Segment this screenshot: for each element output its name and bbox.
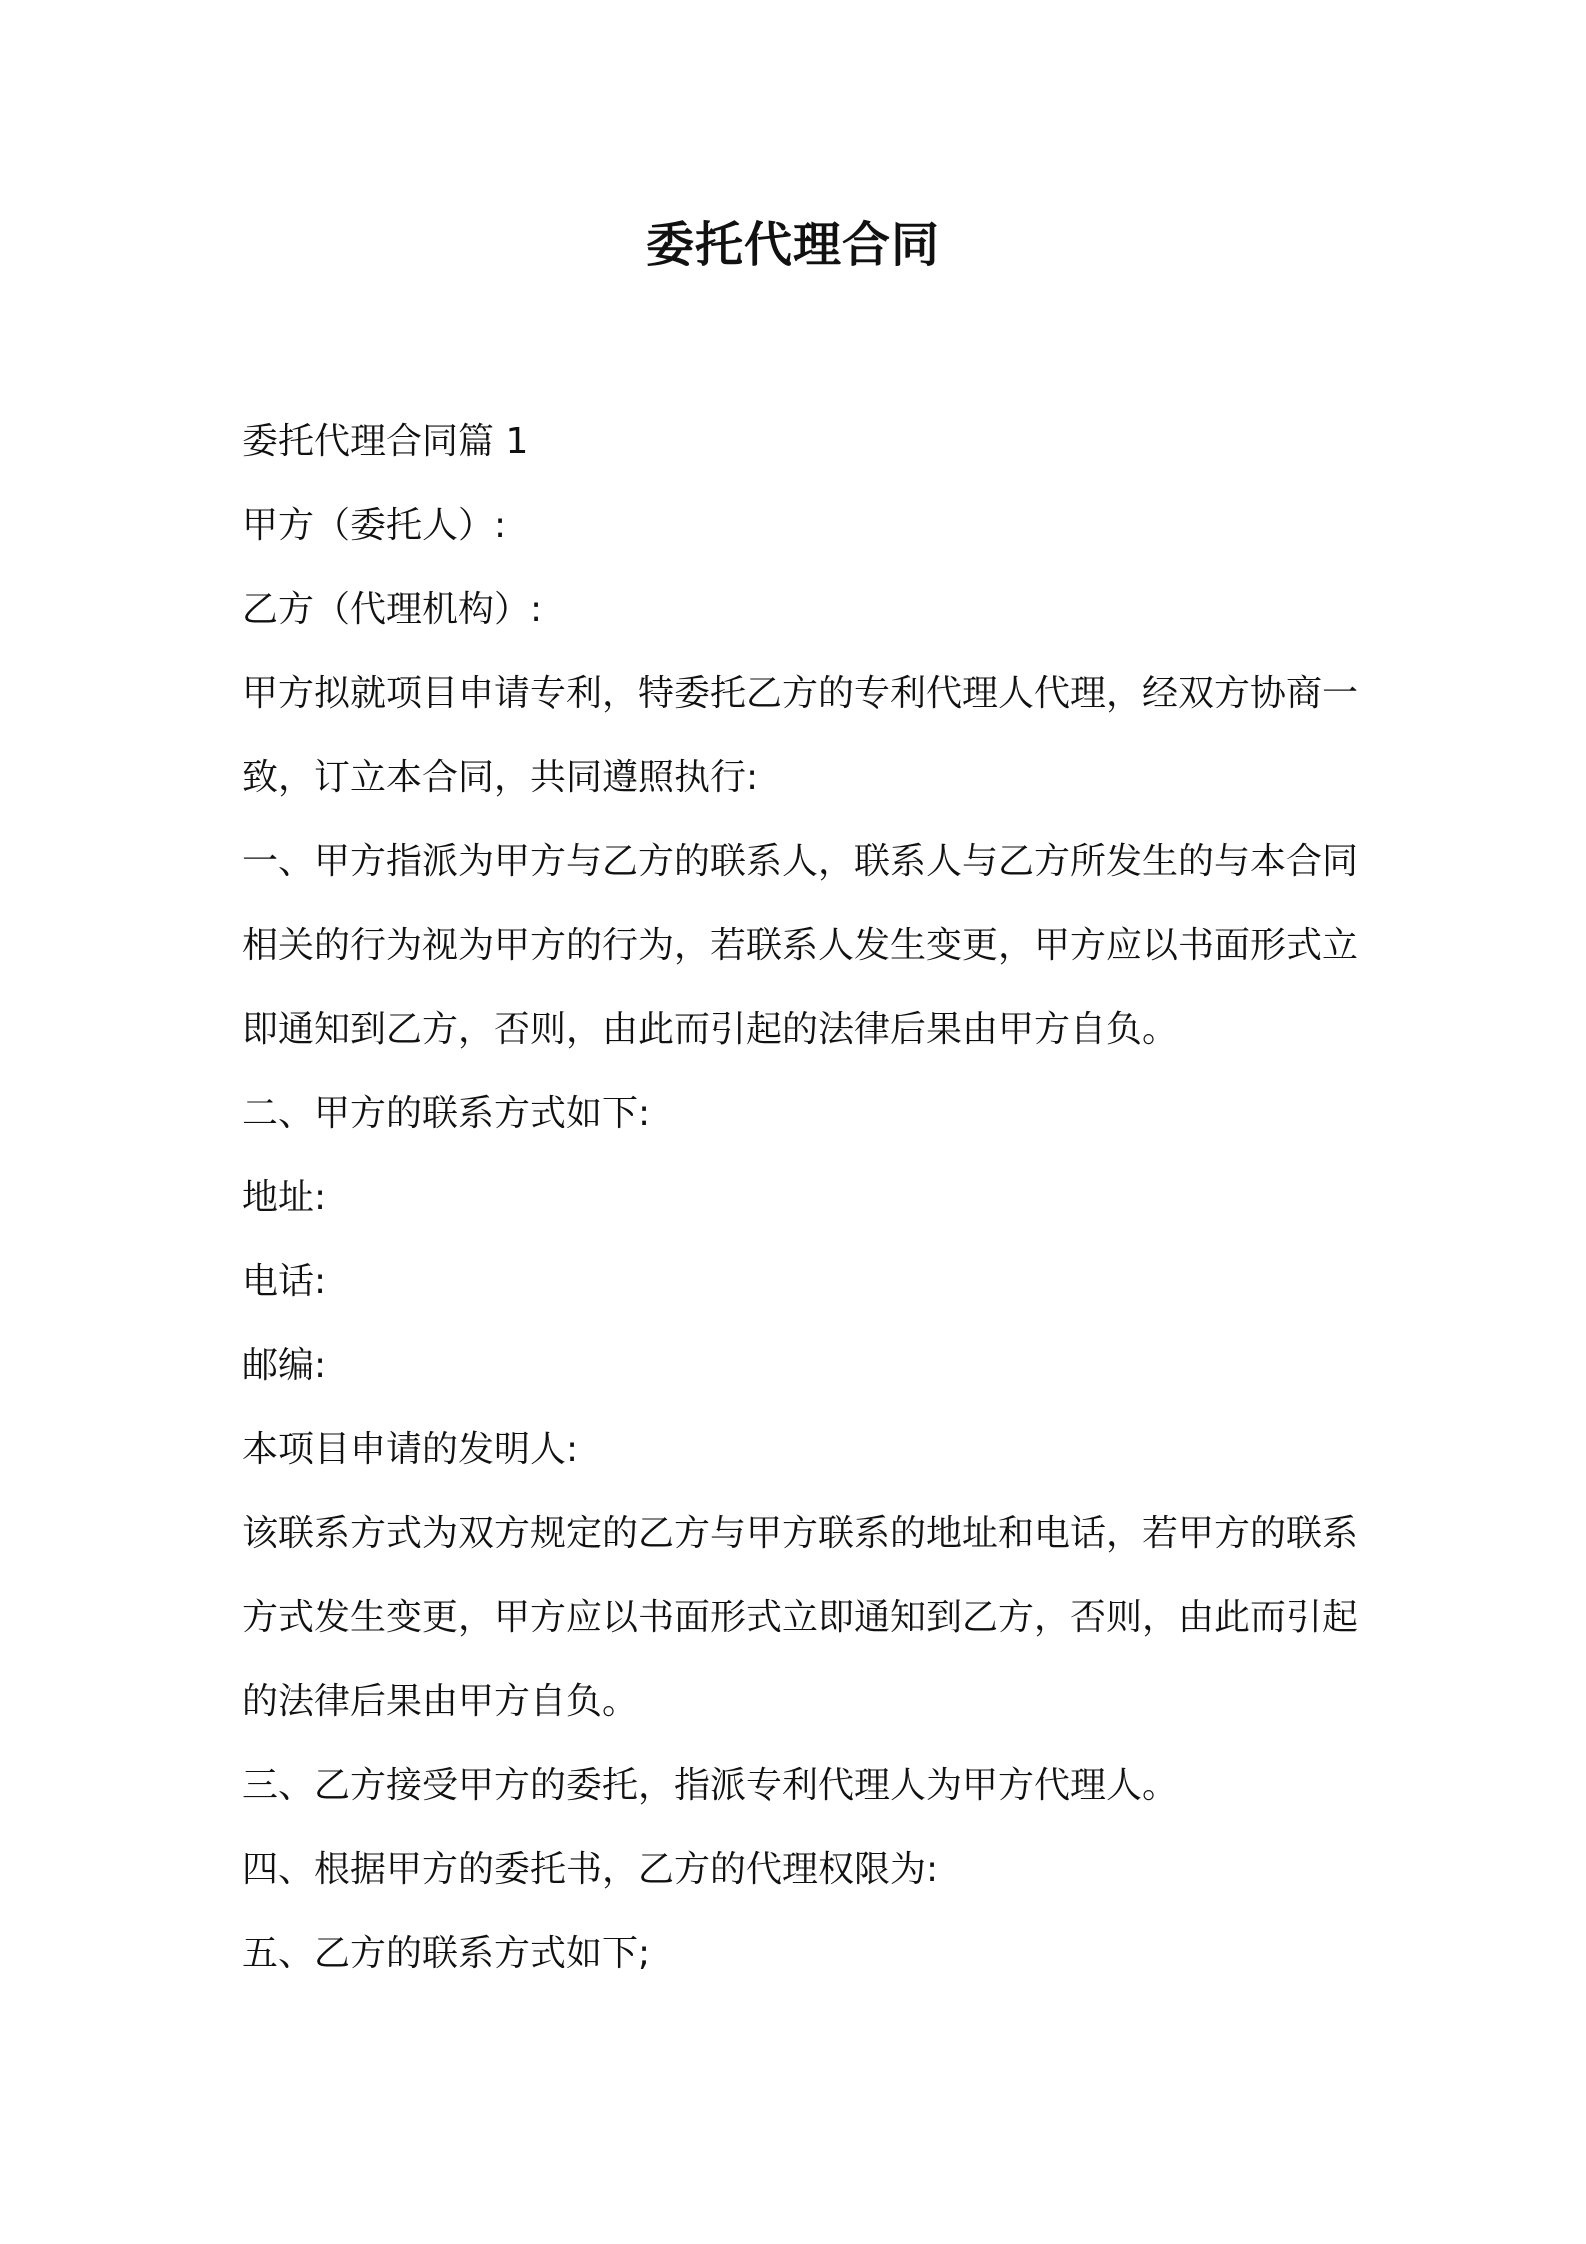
clause-1: 一、甲方指派为甲方与乙方的联系人，联系人与乙方所发生的与本合同相关的行为视为甲方的行为，若联系人发生变更，甲方应以书面形式立即通知到乙方，否则，由此而引起的法律后果由甲方自负。 xyxy=(242,841,1359,1050)
document-body xyxy=(242,400,1362,1996)
inventor-line: 本项目申请的发明人: xyxy=(242,1429,579,1470)
contact-note-paragraph: 该联系方式为双方规定的乙方与甲方联系的地址和电话，若甲方的联系方式发生变更，甲方应以书面形式立即通知到乙方，否则，由此而引起的法律后果由甲方自负。 xyxy=(242,1513,1359,1722)
section-heading: 委托代理合同篇 1 xyxy=(242,421,529,462)
clause-3: 三、乙方接受甲方的委托，指派专利代理人为甲方代理人。 xyxy=(242,1765,1179,1806)
party-a-line: 甲方（委托人）: xyxy=(242,505,507,546)
document-title: 委托代理合同 xyxy=(645,217,940,273)
preamble-paragraph: 甲方拟就项目申请专利，特委托乙方的专利代理人代理，经双方协商一致，订立本合同，共同遵照执行: xyxy=(242,673,1359,798)
clause-2: 二、甲方的联系方式如下: xyxy=(242,1093,651,1134)
postcode-line: 邮编: xyxy=(242,1345,327,1386)
clause-5: 五、乙方的联系方式如下; xyxy=(242,1933,651,1974)
clause-4: 四、根据甲方的委托书，乙方的代理权限为: xyxy=(242,1849,939,1890)
party-b-line: 乙方（代理机构）: xyxy=(242,589,543,630)
address-line: 地址: xyxy=(242,1177,327,1218)
phone-line: 电话: xyxy=(242,1261,327,1302)
